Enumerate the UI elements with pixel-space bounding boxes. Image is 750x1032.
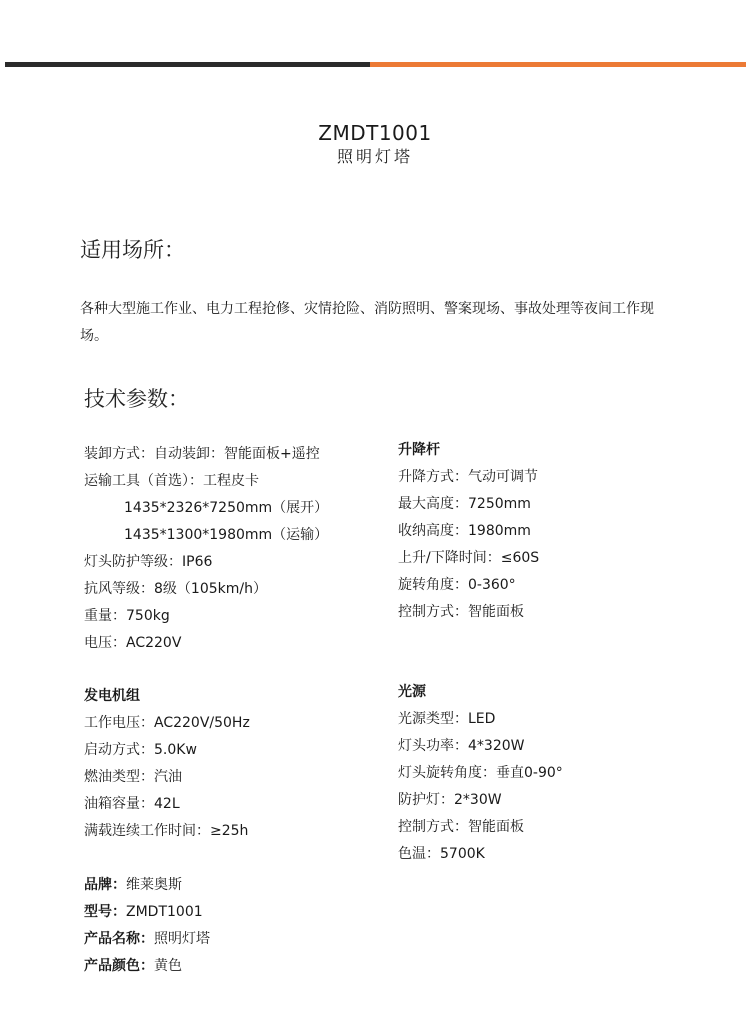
- spec-line: 电压：AC220V: [84, 635, 182, 651]
- spec-line: 上升/下降时间：≤60S: [398, 550, 540, 566]
- header-bar-dark: [5, 62, 370, 67]
- light-specs: [398, 679, 563, 868]
- spec-line: 旋转角度：0-360°: [398, 577, 516, 593]
- spec-line: 灯头功率：4*320W: [398, 738, 525, 754]
- product-key: 品牌：: [84, 877, 126, 893]
- spec-line: 控制方式：智能面板: [398, 604, 524, 620]
- product-subtitle: 照明灯塔: [336, 147, 413, 166]
- spec-line: 1435*1300*1980mm（运输）: [124, 527, 329, 543]
- spec-line: 收纳高度：1980mm: [398, 523, 531, 539]
- light-title: 光源: [398, 684, 426, 700]
- usage-heading: 适用场所：: [80, 238, 185, 262]
- product-key: 产品颜色：: [84, 958, 154, 974]
- spec-line: 灯头旋转角度：垂直0-90°: [398, 765, 563, 781]
- product-color: [84, 953, 210, 980]
- product-value: 维莱奥斯: [126, 877, 182, 893]
- spec-line: 启动方式：5.0Kw: [84, 742, 197, 758]
- product-name: [84, 926, 210, 953]
- generator-title: 发电机组: [84, 688, 140, 704]
- spec-line: 控制方式：智能面板: [398, 819, 524, 835]
- product-key: 型号：: [84, 904, 126, 920]
- product-brand: [84, 872, 210, 899]
- product-value: ZMDT1001: [126, 904, 203, 920]
- spec-line: 燃油类型：汽油: [84, 769, 182, 785]
- spec-line: 最大高度：7250mm: [398, 496, 531, 512]
- product-value: 黄色: [154, 958, 182, 974]
- product-info: [84, 872, 210, 980]
- usage-text: 各种大型施工作业、电力工程抢修、灾情抢险、消防照明、警案现场、事故处理等夜间工作现场。: [80, 301, 654, 344]
- product-model-title: ZMDT1001: [318, 121, 432, 145]
- spec-line: 满载连续工作时间：≥25h: [84, 823, 249, 839]
- spec-line: 升降方式：气动可调节: [398, 469, 538, 485]
- generator-specs: [84, 683, 250, 845]
- spec-line: 防护灯：2*30W: [398, 792, 502, 808]
- tech-heading: 技术参数：: [84, 387, 189, 411]
- spec-line: 灯头防护等级：IP66: [84, 554, 213, 570]
- spec-line: 重量：750kg: [84, 608, 170, 624]
- product-value: 照明灯塔: [154, 931, 210, 947]
- spec-line: 抗风等级：8级（105km/h）: [84, 581, 267, 597]
- header-bar-orange: [370, 62, 746, 67]
- spec-line: 油箱容量：42L: [84, 796, 180, 812]
- spec-line: 1435*2326*7250mm（展开）: [124, 500, 329, 516]
- mast-specs: [398, 437, 539, 626]
- spec-line: 色温：5700K: [398, 846, 485, 862]
- title-block: [0, 120, 750, 168]
- general-specs: [84, 441, 328, 657]
- spec-line: 运输工具（首选）：工程皮卡: [84, 473, 259, 489]
- product-model: [84, 899, 210, 926]
- product-key: 产品名称：: [84, 931, 154, 947]
- spec-line: 光源类型：LED: [398, 711, 496, 727]
- spec-line: 装卸方式：自动装卸：智能面板+遥控: [84, 446, 320, 462]
- spec-line: 工作电压：AC220V/50Hz: [84, 715, 250, 731]
- mast-title: 升降杆: [398, 442, 440, 458]
